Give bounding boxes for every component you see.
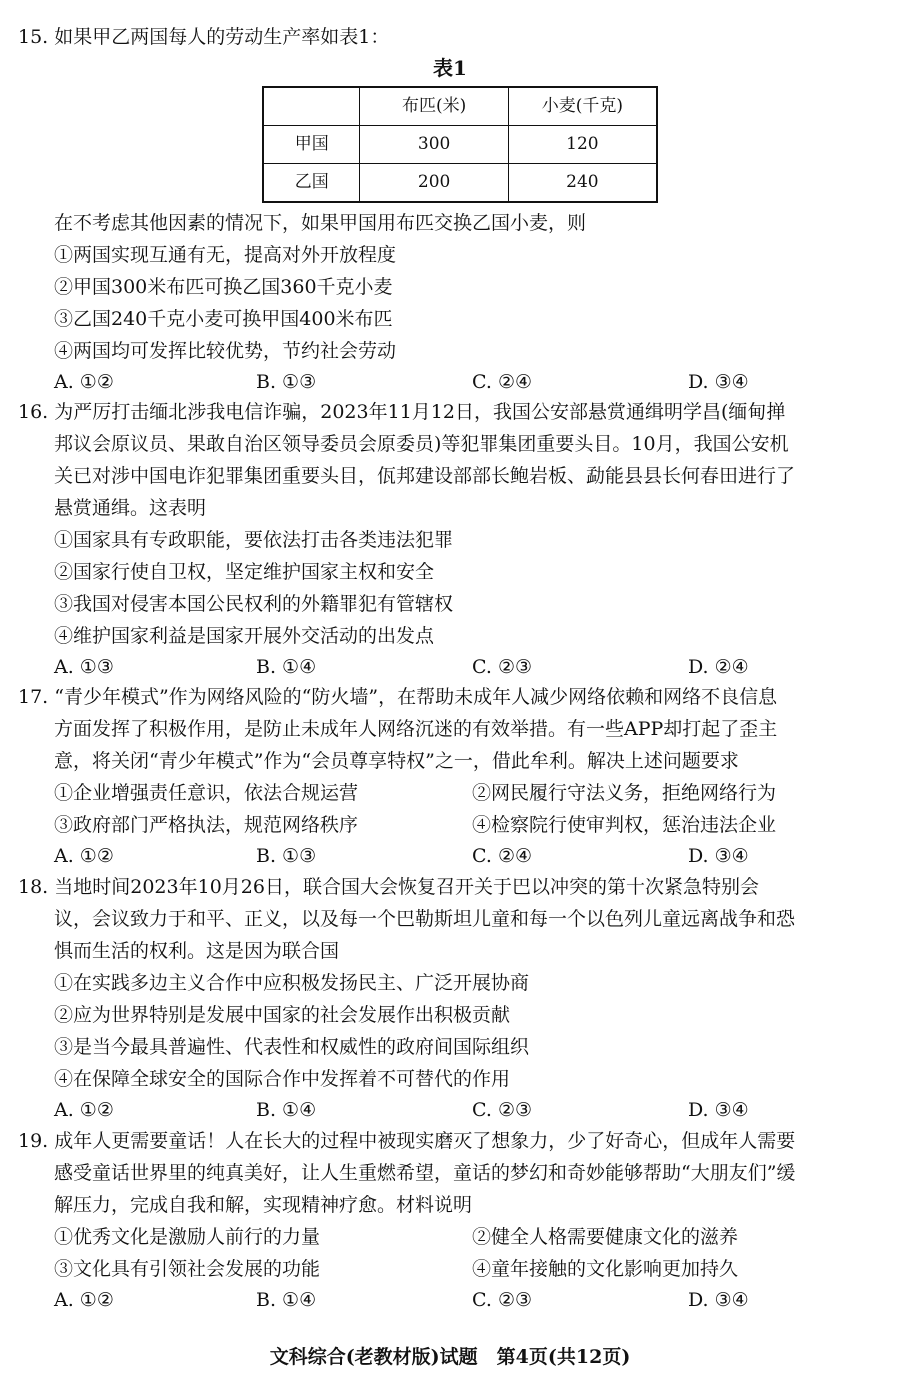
q18-choice-c: C. ②③ (472, 1099, 533, 1121)
q17-item-1: ①企业增强责任意识，依法合规运营 (54, 782, 359, 804)
q15-choice-b: B. ①③ (256, 371, 317, 393)
table-row (263, 126, 657, 164)
q16-stem-line: 悬赏通缉。这表明 (54, 497, 207, 519)
q17-stem-line: 17. “青少年模式”作为网络风险的“防火墙”，在帮助未成年人减少网络依赖和网络不良信息 (18, 686, 778, 708)
page-footer: 文科综合(老教材版)试题 第4页(共12页) (269, 1346, 631, 1368)
q18-item-1: ①在实践多边主义合作中应积极发扬民主、广泛开展协商 (54, 972, 530, 994)
q17-stem-line: 意，将关闭“青少年模式”作为“会员尊享特权”之一，借此牟利。解决上述问题要求 (54, 750, 739, 772)
q18-stem-line: 18. 当地时间2023年10月26日，联合国大会恢复召开关于巴以冲突的第十次紧急特别会 (18, 876, 759, 898)
table-row (263, 164, 657, 203)
q18-item-4: ④在保障全球安全的国际合作中发挥着不可替代的作用 (54, 1068, 511, 1090)
table-cell: 240 (508, 164, 657, 203)
table-header-cell: 小麦(千克) (508, 87, 657, 126)
q17-choice-c: C. ②④ (472, 845, 533, 867)
q19-choice-b: B. ①④ (256, 1289, 317, 1311)
q16-item-4: ④维护国家利益是国家开展外交活动的出发点 (54, 625, 435, 647)
q16-stem-line: 关已对涉中国电诈犯罪集团重要头目，佤邦建设部部长鲍岩板、勐能县县长何春田进行了 (54, 465, 796, 487)
table-cell: 120 (508, 126, 657, 164)
q17-choice-b: B. ①③ (256, 845, 317, 867)
q16-choice-c: C. ②③ (472, 656, 533, 678)
q16-item-1: ①国家具有专政职能，要依法打击各类违法犯罪 (54, 529, 454, 551)
q16-choice-a: A. ①③ (54, 656, 114, 678)
q18-choice-a: A. ①② (54, 1099, 114, 1121)
q18-stem-line: 议，会议致力于和平、正义，以及每一个巴勒斯坦儿童和每一个以色列儿童远离战争和恐 (54, 908, 796, 930)
q17-item-2: ②网民履行守法义务，拒绝网络行为 (472, 782, 777, 804)
q18-item-2: ②应为世界特别是发展中国家的社会发展作出积极贡献 (54, 1004, 511, 1026)
q15-stem: 15. 如果甲乙两国每人的劳动生产率如表1： (18, 26, 390, 48)
q19-stem-line: 19. 成年人更需要童话！人在长大的过程中被现实磨灭了想象力，少了好奇心，但成年人需要 (18, 1130, 796, 1152)
q15-choice-d: D. ③④ (688, 371, 749, 393)
table-header-row (263, 87, 657, 126)
q19-stem-line: 解压力，完成自我和解，实现精神疗愈。材料说明 (54, 1194, 473, 1216)
q17-stem-line: 方面发挥了积极作用，是防止未成年人网络沉迷的有效举措。有一些APP却打起了歪主 (54, 718, 778, 740)
q18-choice-b: B. ①④ (256, 1099, 317, 1121)
q15-item-1: ①两国实现互通有无，提高对外开放程度 (54, 244, 397, 266)
table-cell: 乙国 (263, 164, 360, 203)
q17-choice-a: A. ①② (54, 845, 114, 867)
q19-item-3: ③文化具有引领社会发展的功能 (54, 1258, 321, 1280)
table-header-cell: 布匹(米) (360, 87, 508, 126)
q15-choice-a: A. ①② (54, 371, 114, 393)
q15-item-2: ②甲国300米布匹可换乙国360千克小麦 (54, 276, 393, 298)
q15-productivity-table (262, 86, 658, 203)
table-cell: 200 (360, 164, 508, 203)
q17-item-3: ③政府部门严格执法，规范网络秩序 (54, 814, 359, 836)
q19-item-4: ④童年接触的文化影响更加持久 (472, 1258, 739, 1280)
q18-stem-line: 惧而生活的权利。这是因为联合国 (54, 940, 340, 962)
q19-item-2: ②健全人格需要健康文化的滋养 (472, 1226, 739, 1248)
q19-choice-a: A. ①② (54, 1289, 114, 1311)
q16-stem-line: 邦议会原议员、果敢自治区领导委员会原委员)等犯罪集团重要头目。10月，我国公安机 (54, 433, 789, 455)
q15-item-4: ④两国均可发挥比较优势，节约社会劳动 (54, 340, 397, 362)
q15-table-title: 表1 (433, 56, 467, 80)
q15-choice-c: C. ②④ (472, 371, 533, 393)
q16-choice-b: B. ①④ (256, 656, 317, 678)
q17-choice-d: D. ③④ (688, 845, 749, 867)
q19-stem-line: 感受童话世界里的纯真美好，让人生重燃希望，童话的梦幻和奇妙能够帮助“大朋友们”缓 (54, 1162, 796, 1184)
table-cell: 300 (360, 126, 508, 164)
q15-question: 在不考虑其他因素的情况下，如果甲国用布匹交换乙国小麦，则 (54, 212, 587, 234)
q16-item-2: ②国家行使自卫权，坚定维护国家主权和安全 (54, 561, 435, 583)
q15-item-3: ③乙国240千克小麦可换甲国400米布匹 (54, 308, 393, 330)
q18-choice-d: D. ③④ (688, 1099, 749, 1121)
q19-item-1: ①优秀文化是激励人前行的力量 (54, 1226, 321, 1248)
q17-item-4: ④检察院行使审判权，惩治违法企业 (472, 814, 777, 836)
q16-item-3: ③我国对侵害本国公民权利的外籍罪犯有管辖权 (54, 593, 454, 615)
q18-item-3: ③是当今最具普遍性、代表性和权威性的政府间国际组织 (54, 1036, 530, 1058)
table-cell: 甲国 (263, 126, 360, 164)
table-header-cell (263, 87, 360, 126)
q16-choice-d: D. ②④ (688, 656, 749, 678)
q19-choice-d: D. ③④ (688, 1289, 749, 1311)
q16-stem-line: 16. 为严厉打击缅北涉我电信诈骗，2023年11月12日，我国公安部悬赏通缉明学昌(缅甸掸 (18, 401, 786, 423)
q19-choice-c: C. ②③ (472, 1289, 533, 1311)
